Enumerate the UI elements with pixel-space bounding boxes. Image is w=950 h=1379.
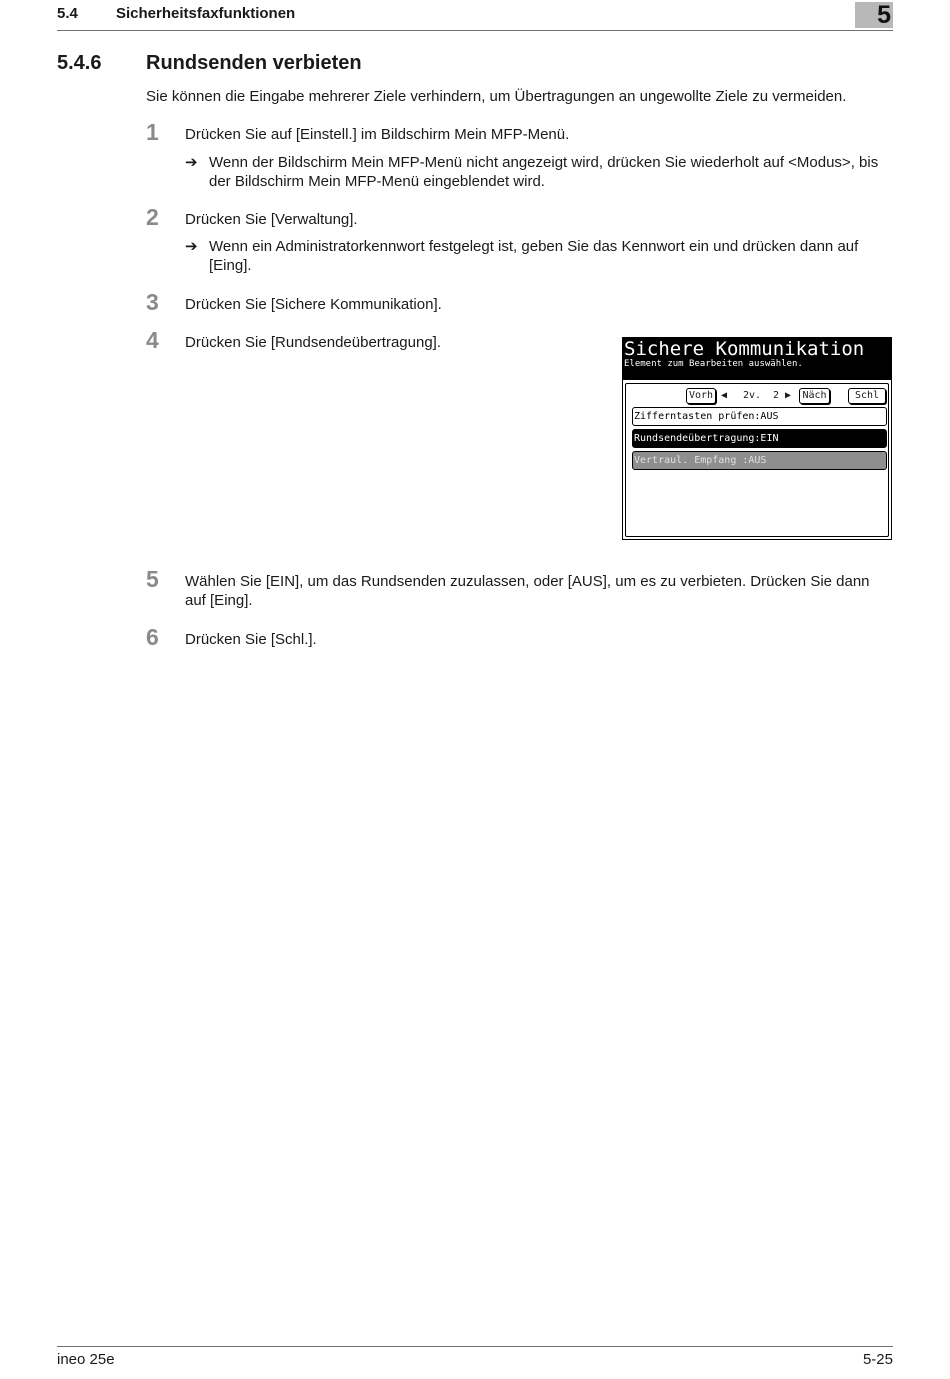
chapter-badge bbox=[855, 2, 893, 28]
page-header bbox=[57, 0, 893, 31]
step-text: Drücken Sie [Rundsendeübertragung]. bbox=[185, 334, 441, 351]
step-text: Drücken Sie [Sichere Kommunikation]. bbox=[185, 296, 442, 313]
device-screen bbox=[622, 337, 892, 540]
step-text: Drücken Sie [Schl.]. bbox=[185, 631, 317, 648]
page-indicator-current: 2v. bbox=[743, 390, 762, 401]
arrow-icon: ➔ bbox=[185, 154, 198, 171]
footer-page-number: 5-25 bbox=[862, 1351, 893, 1368]
right-arrow-icon: ▶ bbox=[785, 390, 792, 401]
step-text: Drücken Sie auf [Einstell.] im Bildschirm Mein MFP-Menü. bbox=[185, 126, 570, 143]
menu-row-keypad-check[interactable]: Zifferntasten prüfen:AUS bbox=[632, 407, 887, 426]
substep-text: Wenn ein Administratorkennwort festgelegt ist, geben Sie das Kennwort ein und drücken dann auf [Eing]. bbox=[209, 238, 859, 274]
next-button[interactable]: Näch bbox=[799, 388, 830, 404]
step-number: 2 bbox=[146, 204, 159, 230]
step-substep bbox=[185, 153, 892, 191]
step-substep bbox=[185, 237, 892, 275]
section-intro: Sie können die Eingabe mehrerer Ziele verhindern, um Übertragungen an ungewollte Ziele zu vermeiden. bbox=[146, 88, 847, 105]
page-footer bbox=[57, 1346, 893, 1368]
step-text: Drücken Sie [Verwaltung]. bbox=[185, 211, 358, 228]
prev-button[interactable]: Vorh bbox=[686, 388, 716, 404]
step-number: 3 bbox=[146, 289, 159, 315]
substep-text: Wenn der Bildschirm Mein MFP-Menü nicht angezeigt wird, drücken Sie wiederholt auf <Modus>, bis der Bildschirm Mein MFP-Menü eingeblendet wird. bbox=[209, 154, 879, 190]
step-number: 5 bbox=[146, 566, 159, 592]
step-text: Wählen Sie [EIN], um das Rundsenden zuzulassen, oder [AUS], um es zu verbieten. Drücken Sie dann auf [Eing]. bbox=[185, 573, 870, 609]
arrow-icon: ➔ bbox=[185, 238, 198, 255]
device-screen-subtitle: Element zum Bearbeiten auswählen. bbox=[624, 359, 803, 369]
device-screen-header bbox=[623, 338, 891, 380]
step-number: 4 bbox=[146, 327, 159, 353]
step-number: 1 bbox=[146, 119, 159, 145]
chapter-number: 5 bbox=[877, 1, 891, 29]
step-number: 6 bbox=[146, 624, 159, 650]
section-title: Rundsenden verbieten bbox=[146, 52, 362, 74]
close-button[interactable]: Schl bbox=[848, 388, 886, 404]
page-indicator-total: 2 bbox=[773, 390, 780, 401]
device-screen-title: Sichere Kommunikation bbox=[624, 338, 865, 360]
header-section-title: Sicherheitsfaxfunktionen bbox=[116, 5, 296, 22]
header-section-number: 5.4 bbox=[57, 5, 78, 22]
section-number: 5.4.6 bbox=[57, 52, 102, 74]
device-screen-body bbox=[625, 383, 889, 537]
footer-product: ineo 25e bbox=[57, 1351, 115, 1368]
left-arrow-icon: ◀ bbox=[721, 390, 728, 401]
menu-row-broadcast[interactable]: Rundsendeübertragung:EIN bbox=[632, 429, 887, 448]
menu-row-confidential-rx[interactable]: Vertraul. Empfang :AUS bbox=[632, 451, 887, 470]
